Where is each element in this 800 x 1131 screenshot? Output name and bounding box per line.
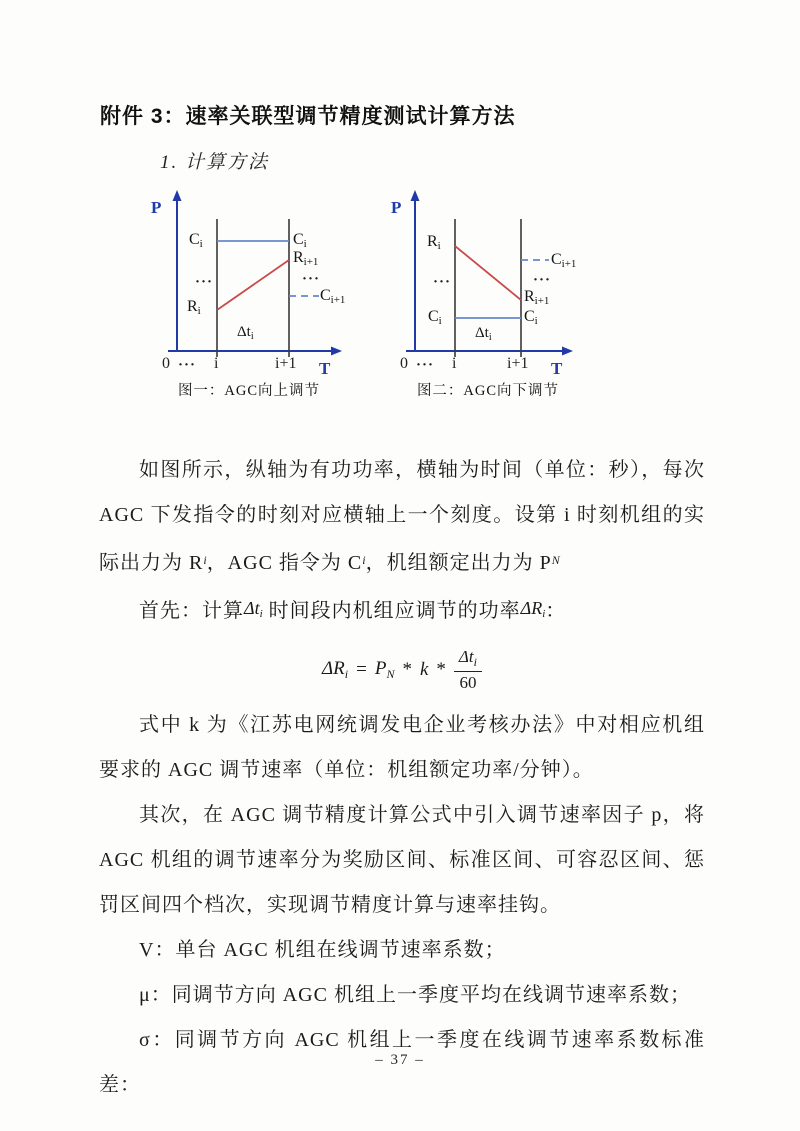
ellipsis-left: ··· [433,274,452,290]
y-axis-label: P [391,198,402,217]
inline-math-delta-r: $\Delta R_i$ [520,598,546,620]
label-ci-right: $C_i$ [524,308,538,327]
y-axis-label: P [151,198,162,217]
figure-agc-down [383,188,593,403]
section-heading: 1. 计算方法 [160,152,270,173]
p1-run2: ，AGC 指令为 C [206,552,363,574]
x-tick-i: i [452,355,457,372]
label-ci-right: $C_i$ [293,231,307,250]
page-number: – 37 – [375,1052,425,1068]
p1-sub-i: i [203,553,207,567]
t-axis-arrow-icon [331,347,342,356]
label-ri-left: $R_i$ [187,298,201,317]
label-ri1-right: $R_{i+1}$ [524,288,550,307]
p1-sub-i2: i [362,553,366,567]
ellipsis-right: ··· [533,272,552,288]
x-axis-label: T [319,359,331,378]
label-ri-left: $R_i$ [427,233,441,252]
x-tick-ellipsis: ··· [416,357,435,373]
formula-numerator: $\Delta t_i$ [454,647,482,672]
p1-run3: ，机组额定出力为 P [365,552,552,574]
inline-math-delta-t: $\Delta t_i$ [244,598,263,620]
label-ci-left: $C_i$ [189,231,203,250]
figure-agc-up [138,188,360,403]
figure-caption: 图二：AGC向下调节 [416,383,560,399]
paragraph-second-step: 其次，在 AGC 调节精度计算公式中引入调节速率因子 p，将 AGC 机组的调节速率分为奖励区间、标准区间、可容忍区间、惩罚区间四个档次，实现调节精度计算与速率挂钩。 [99,804,705,916]
formula-fraction [454,647,482,692]
label-ci-left: $C_i$ [428,308,442,327]
x-tick-i1: i+1 [275,355,297,372]
x-tick-origin: 0 [162,355,170,372]
label-delta-t: $\Delta t_i$ [237,324,254,342]
formula-lhs: $\Delta R_i$ [322,658,349,681]
label-delta-t: $\Delta t_i$ [475,325,492,343]
p2-run1: 首先：计算 [139,600,244,622]
formula-k: k [419,659,429,680]
ellipsis-right: ··· [302,271,321,287]
formula-mult-1: * [402,659,412,680]
page-title: 附件 3：速率关联型调节精度测试计算方法 [100,105,516,128]
formula-mult-2: * [436,659,446,680]
ellipsis-left: ··· [195,274,214,290]
x-tick-ellipsis: ··· [178,357,197,373]
p1-run1: 如图所示，纵轴为有功功率，横轴为时间（单位：秒），每次 AGC 下发指令的时刻对应横轴上一个刻度。设第 i 时刻机组的实际出力为 R [99,459,705,574]
paragraph-v-definition: V：单台 AGC 机组在线调节速率系数； [139,939,506,961]
label-ci1-right: $C_{i+1}$ [320,287,346,306]
x-tick-origin: 0 [400,355,408,372]
x-axis-label: T [551,359,563,378]
p1-sub-n: N [551,553,560,567]
formula-pn: $P_N$ [374,658,395,681]
figure-caption: 图一：AGC向上调节 [177,383,321,399]
output-line [455,246,521,300]
paragraph-k-definition: 式中 k 为《江苏电网统调发电企业考核办法》中对相应机组要求的 AGC 调节速率（单位：机组额定功率/分钟）。 [99,714,705,781]
paragraph-intro [99,448,705,586]
paragraph-sigma-definition: σ：同调节方向 AGC 机组上一季度在线调节速率系数标准差： [99,1029,705,1096]
formula-denominator: 60 [459,673,477,693]
formula-equals: = [356,659,367,680]
label-ci1-right: $C_{i+1}$ [551,251,577,270]
body-text [99,448,705,1108]
paragraph-first-step [99,586,705,637]
output-line [217,260,289,310]
p2-run2: 时间段内机组应调节的功率 [262,600,521,622]
t-axis-arrow-icon [562,347,573,356]
paragraph-mu-definition: μ：同调节方向 AGC 机组上一季度平均在线调节速率系数； [139,984,691,1006]
label-ri1-right: $R_{i+1}$ [293,249,319,268]
x-tick-i1: i+1 [507,355,529,372]
formula-delta-r [99,639,705,701]
x-tick-i: i [214,355,219,372]
p2-run3: ： [545,600,567,622]
